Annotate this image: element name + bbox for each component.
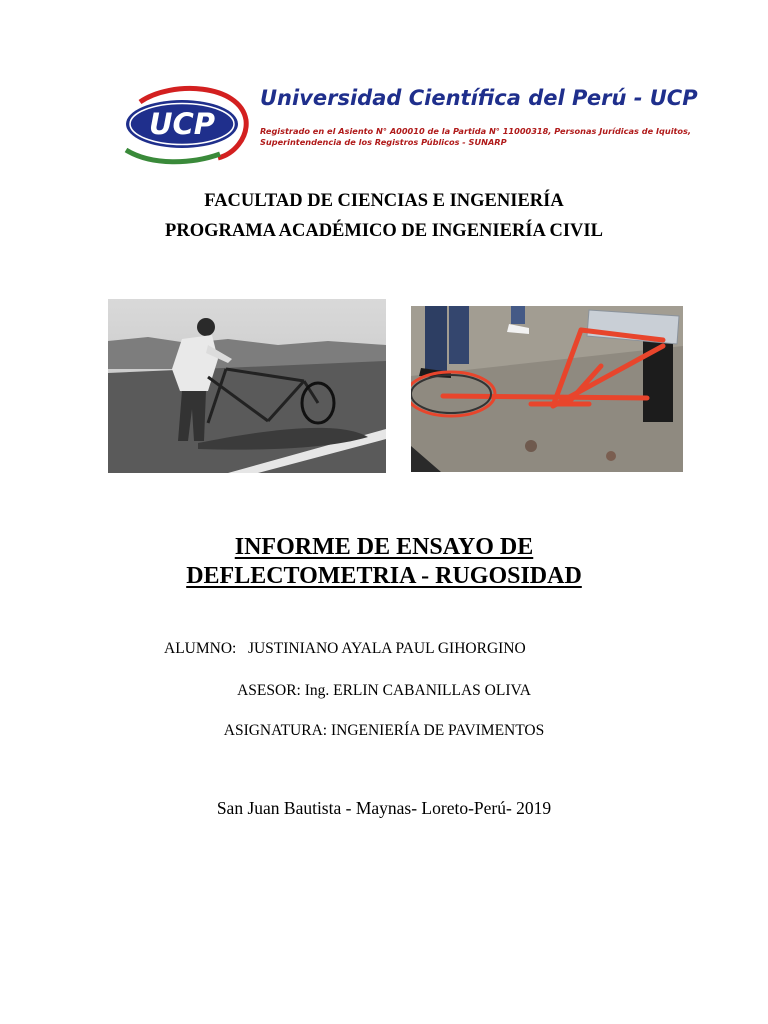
color-photo-icon — [411, 306, 683, 472]
university-name: Universidad Científica del Perú - UCP — [260, 86, 698, 110]
faculty-name: FACULTAD DE CIENCIAS E INGENIERÍA — [204, 191, 564, 211]
student-line: ALUMNO: JUSTINIANO AYALA PAUL GIHORGINO — [164, 640, 526, 657]
registration-line-1: Registrado en el Asiento N° A00010 de la Partida N° 11000318, Personas Jurídicas de Iquitos, — [260, 126, 692, 136]
advisor-line: ASESOR: Ing. ERLIN CABANILLAS OLIVA — [237, 682, 531, 699]
bw-photo-icon — [108, 299, 386, 473]
report-title-line-1: INFORME DE ENSAYO DE — [234, 534, 534, 560]
registration-text — [260, 126, 692, 148]
photo-left — [108, 299, 386, 473]
ucp-emblem-icon — [122, 84, 252, 166]
registration-line-2: Superintendencia de los Registros Públicos - SUNARP — [260, 137, 507, 147]
report-title-line-2: DEFLECTOMETRIA - RUGOSIDAD — [186, 563, 582, 589]
program-name: PROGRAMA ACADÉMICO DE INGENIERÍA CIVIL — [165, 221, 603, 241]
photo-right — [411, 306, 683, 472]
university-logo — [122, 84, 698, 166]
course-line: ASIGNATURA: INGENIERÍA DE PAVIMENTOS — [223, 722, 545, 739]
logo-text: UCP — [148, 107, 216, 141]
place-date: San Juan Bautista - Maynas- Loreto-Perú- 2019 — [216, 798, 552, 818]
